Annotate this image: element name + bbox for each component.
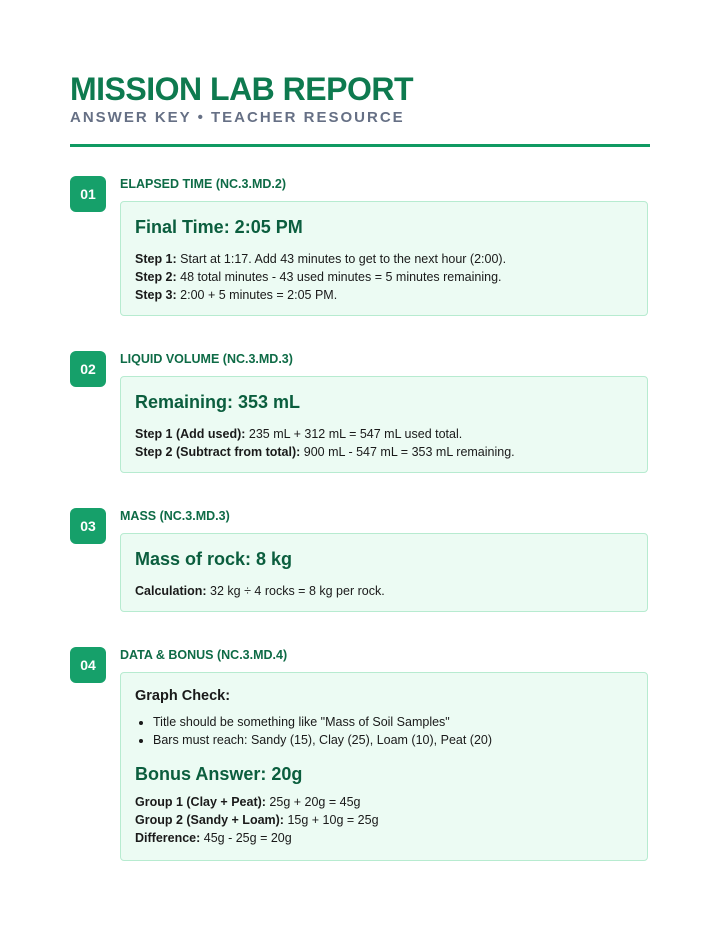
page-title: MISSION LAB REPORT xyxy=(70,71,414,107)
group-line: Group 1 (Clay + Peat): 25g + 20g = 45g xyxy=(135,795,361,809)
section-number-badge: 03 xyxy=(70,508,106,544)
difference-line: Difference: 45g - 25g = 20g xyxy=(135,831,292,845)
list-item: • Title should be something like "Mass of Soil Samples" xyxy=(153,713,633,731)
page-subtitle: ANSWER KEY • TEACHER RESOURCE xyxy=(70,109,405,126)
list-item: • Bars must reach: Sandy (15), Clay (25), Loam (10), Peat (20) xyxy=(153,731,633,749)
step-line: Step 3: 2:00 + 5 minutes = 2:05 PM. xyxy=(135,288,338,302)
step-line: Step 1: Start at 1:17. Add 43 minutes to get to the next hour (2:00). xyxy=(135,252,507,266)
step-line: Step 1 (Add used): 235 mL + 312 mL = 547 mL used total. xyxy=(135,427,463,441)
answer-headline: Final Time: 2:05 PM xyxy=(135,217,303,237)
graph-check-list xyxy=(135,713,633,749)
answer-card xyxy=(120,376,648,473)
calculation-line: Calculation: 32 kg ÷ 4 rocks = 8 kg per rock. xyxy=(135,584,385,598)
step-line: Step 2 (Subtract from total): 900 mL - 547 mL = 353 mL remaining. xyxy=(135,445,515,459)
group-line: Group 2 (Sandy + Loam): 15g + 10g = 25g xyxy=(135,813,379,827)
answer-card xyxy=(120,533,648,612)
step-line: Step 2: 48 total minutes - 43 used minutes = 5 minutes remaining. xyxy=(135,270,502,284)
section-number-badge: 04 xyxy=(70,647,106,683)
answer-headline: Mass of rock: 8 kg xyxy=(135,549,293,569)
section-label: MASS (NC.3.MD.3) xyxy=(120,509,230,523)
header-divider xyxy=(70,144,650,147)
section-number-badge: 01 xyxy=(70,176,106,212)
answer-headline: Remaining: 353 mL xyxy=(135,392,301,412)
section-number-badge: 02 xyxy=(70,351,106,387)
section-label: DATA & BONUS (NC.3.MD.4) xyxy=(120,648,288,662)
section-label: LIQUID VOLUME (NC.3.MD.3) xyxy=(120,352,293,366)
graph-check-title: Graph Check: xyxy=(135,688,231,704)
section-label: ELAPSED TIME (NC.3.MD.2) xyxy=(120,177,286,191)
answer-headline: Bonus Answer: 20g xyxy=(135,764,303,784)
answer-card xyxy=(120,201,648,316)
answer-card xyxy=(120,672,648,861)
